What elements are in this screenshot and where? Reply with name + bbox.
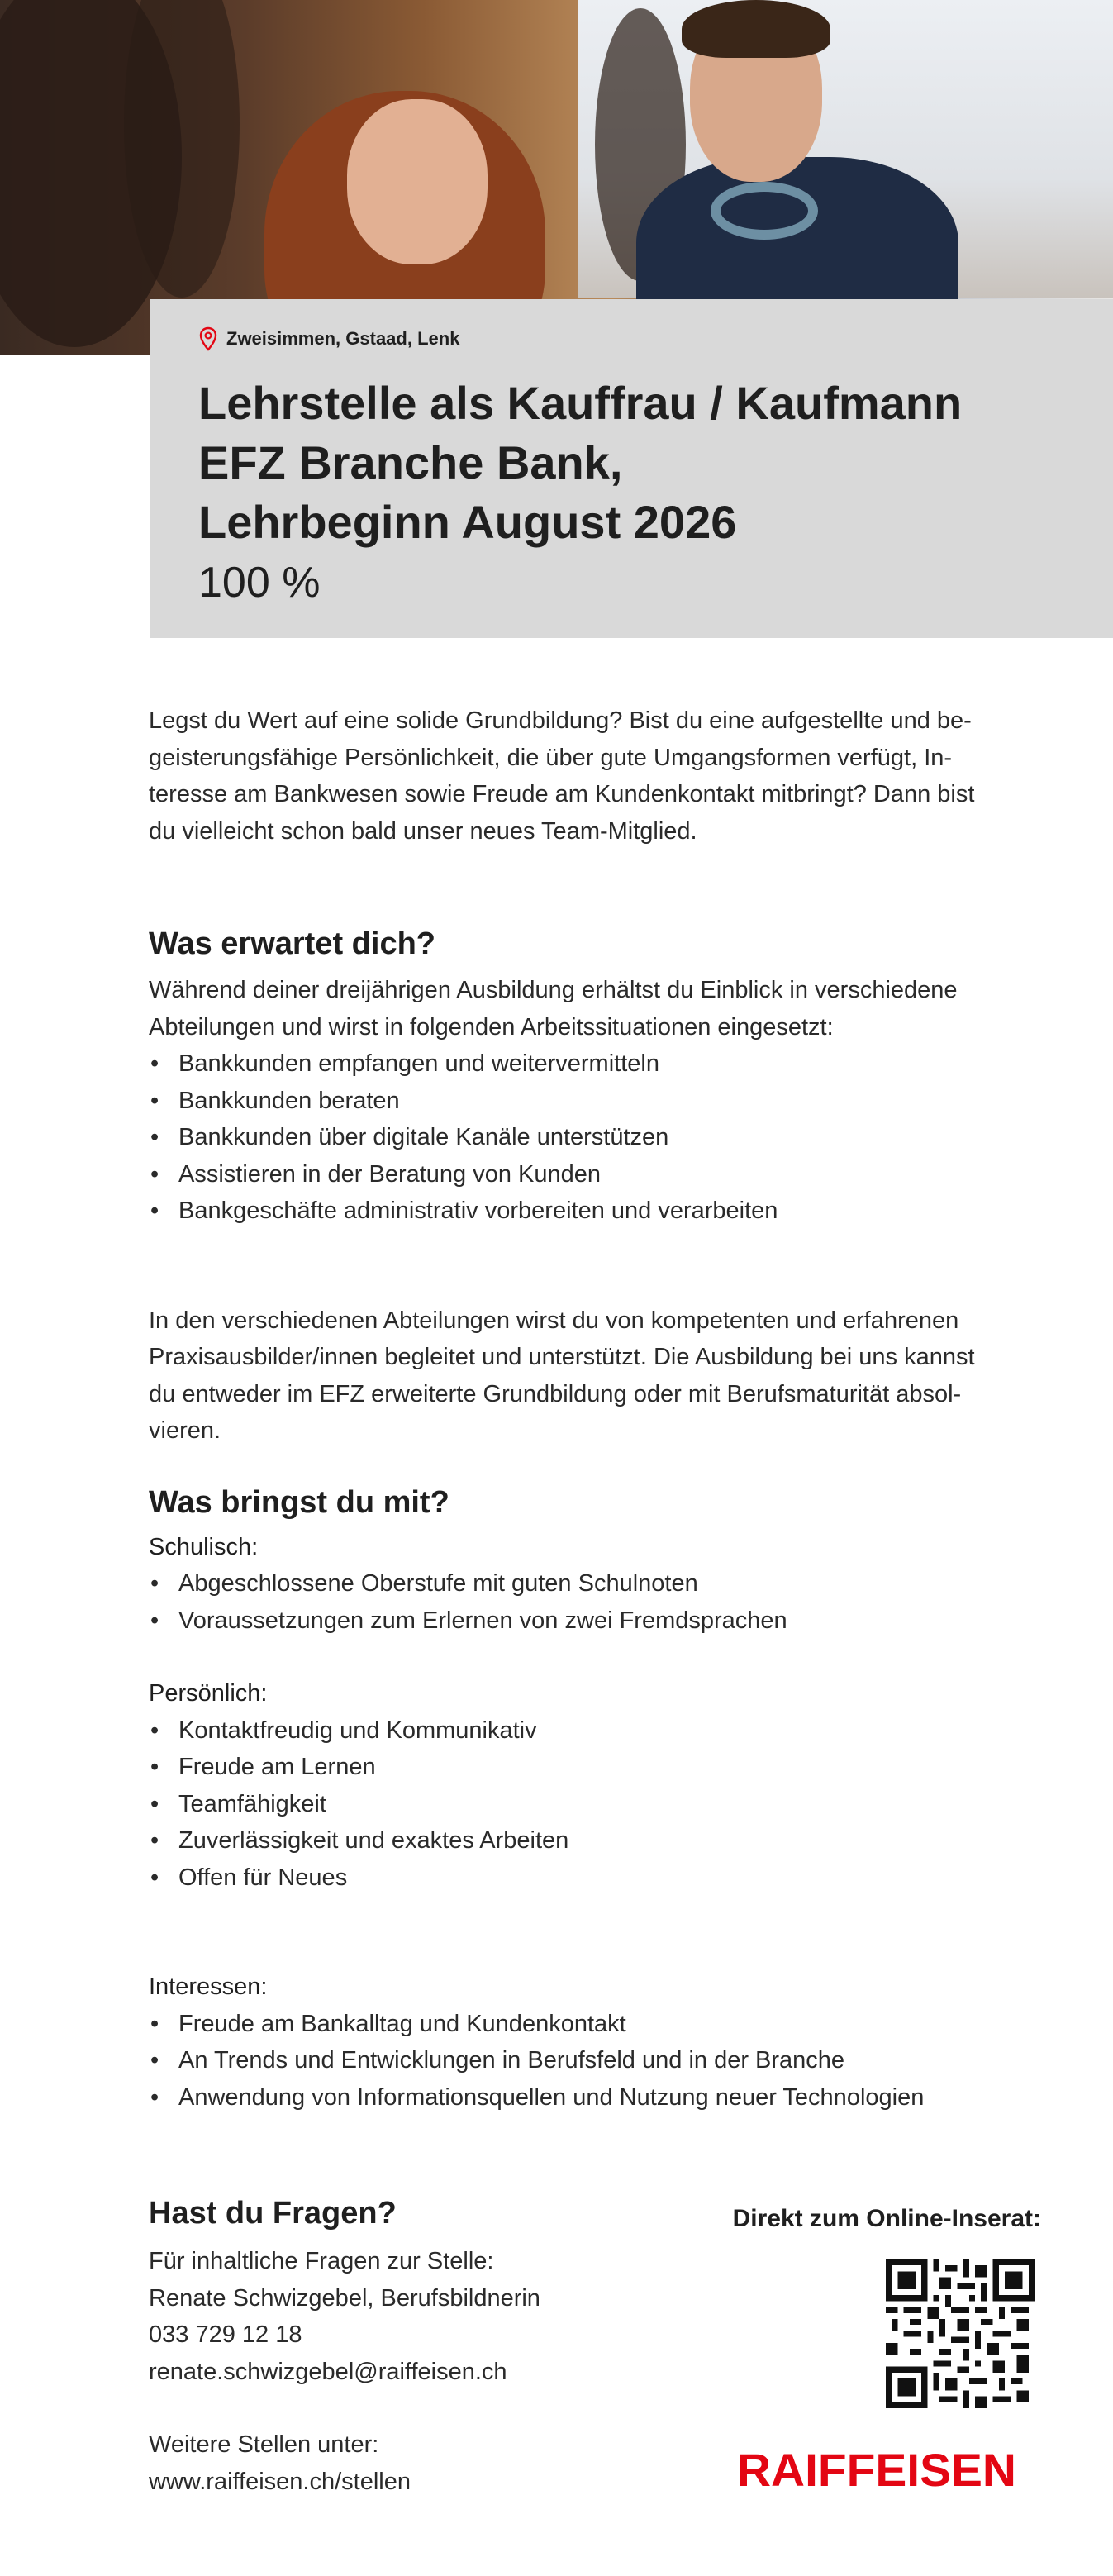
list-item: • Kontaktfreudig und Kommunikativ [149, 1712, 1041, 1750]
list-item: • Freude am Lernen [149, 1749, 1041, 1786]
expect-lead [149, 972, 1041, 1045]
headphones-icon [711, 182, 818, 240]
job-title-line: Lehrstelle als Kauffrau / Kaufmann [198, 377, 963, 429]
list-item: • Teamfähigkeit [149, 1786, 1041, 1823]
location-row [198, 322, 1065, 355]
bring-group-school [149, 1529, 1041, 1640]
main-content [149, 702, 1041, 2116]
bring-group-interests [149, 1969, 1041, 2116]
contact-email[interactable]: renate.schwizgebel@raiffeisen.ch [149, 2358, 507, 2385]
contact-heading: Hast du Fragen? [149, 2196, 397, 2231]
list-item: • Assistieren in der Beratung von Kunden [149, 1156, 1041, 1193]
workload: 100 % [198, 559, 321, 607]
list-item: • Voraussetzungen zum Erlernen von zwei Fremdsprachen [149, 1602, 1041, 1640]
expect-list [149, 1045, 1041, 1230]
list-item: • Zuverlässigkeit und exaktes Arbeiten [149, 1822, 1041, 1859]
group-label: Persönlich: [149, 1680, 268, 1707]
list-item: • Offen für Neues [149, 1859, 1041, 1897]
list-item: • Abgeschlossene Oberstufe mit guten Schulnoten [149, 1565, 1041, 1602]
intro-line: teresse am Bankwesen sowie Freude am Kundenkontakt mitbringt? Dann bist [149, 781, 975, 807]
intro-paragraph [149, 702, 1041, 850]
list-item: • Anwendung von Informationsquellen und Nutzung neuer Technologien [149, 2079, 1041, 2117]
raiffeisen-logo [735, 2445, 1018, 2493]
job-title-line: Lehrbeginn August 2026 [198, 496, 737, 548]
hero-person-girl-face [347, 99, 488, 264]
contact-person: Renate Schwizgebel, Berufsbildnerin [149, 2284, 540, 2312]
expect-follow-line: Praxisausbilder/innen begleitet und unterstützt. Die Ausbildung bei uns kannst [149, 1344, 975, 1370]
qr-code-icon[interactable] [886, 2259, 1035, 2408]
intro-line: geisterungsfähige Persönlichkeit, die über gute Umgangsformen verfügt, In- [149, 744, 953, 771]
expect-lead-line: Während deiner dreijährigen Ausbildung erhältst du Einblick in verschiedene [149, 977, 958, 1003]
list-item: • Bankgeschäfte administrativ vorbereiten und verarbeiten [149, 1193, 1041, 1230]
list-item: • Bankkunden empfangen und weitervermitteln [149, 1045, 1041, 1083]
group-label: Interessen: [149, 1974, 268, 2000]
qr-label: Direkt zum Online-Inserat: [732, 2205, 1041, 2232]
more-jobs-label: Weitere Stellen unter: [149, 2431, 379, 2458]
more-jobs-link[interactable]: www.raiffeisen.ch/stellen [149, 2468, 411, 2495]
expect-follow-line: In den verschiedenen Abteilungen wirst du von kompetenten und erfahrenen [149, 1307, 959, 1334]
contact-phone[interactable]: 033 729 12 18 [149, 2321, 302, 2348]
expect-lead-line: Abteilungen und wirst in folgenden Arbeitssituationen eingesetzt: [149, 1013, 834, 1040]
expect-follow-line: vieren. [149, 1417, 221, 1444]
expect-follow [149, 1302, 1041, 1450]
location-text: Zweisimmen, Gstaad, Lenk [226, 328, 460, 349]
contact-section [149, 2192, 1041, 2522]
list-item: • Bankkunden über digitale Kanäle unterstützen [149, 1119, 1041, 1156]
contact-line: Für inhaltliche Fragen zur Stelle: [149, 2248, 494, 2274]
job-title-line: EFZ Branche Bank, [198, 436, 623, 488]
hero-person-boy-hair [682, 0, 830, 58]
group-label: Schulisch: [149, 1533, 259, 1560]
location-pin-icon [198, 326, 218, 351]
list-item: • An Trends und Entwicklungen in Berufsfeld und in der Branche [149, 2042, 1041, 2079]
intro-line: Legst du Wert auf eine solide Grundbildung? Bist du eine aufgestellte und be- [149, 707, 972, 734]
interests-list [149, 2006, 1041, 2117]
bring-heading: Was bringst du mit? [149, 1484, 449, 1520]
expect-follow-line: du entweder im EFZ erweiterte Grundbildung oder mit Berufsmaturität absol- [149, 1380, 962, 1407]
job-title [198, 374, 1065, 552]
list-item: • Freude am Bankalltag und Kundenkontakt [149, 2006, 1041, 2043]
expect-heading: Was erwartet dich? [149, 926, 436, 961]
intro-line: du vielleicht schon bald unser neues Team-Mitglied. [149, 817, 697, 845]
school-list [149, 1565, 1041, 1639]
personal-list [149, 1712, 1041, 1897]
title-box [150, 299, 1113, 638]
brand-wordmark: RAIFFEISEN [737, 2445, 1016, 2493]
left-margin [0, 355, 150, 636]
bring-group-personal [149, 1675, 1041, 1896]
list-item: • Bankkunden beraten [149, 1083, 1041, 1120]
